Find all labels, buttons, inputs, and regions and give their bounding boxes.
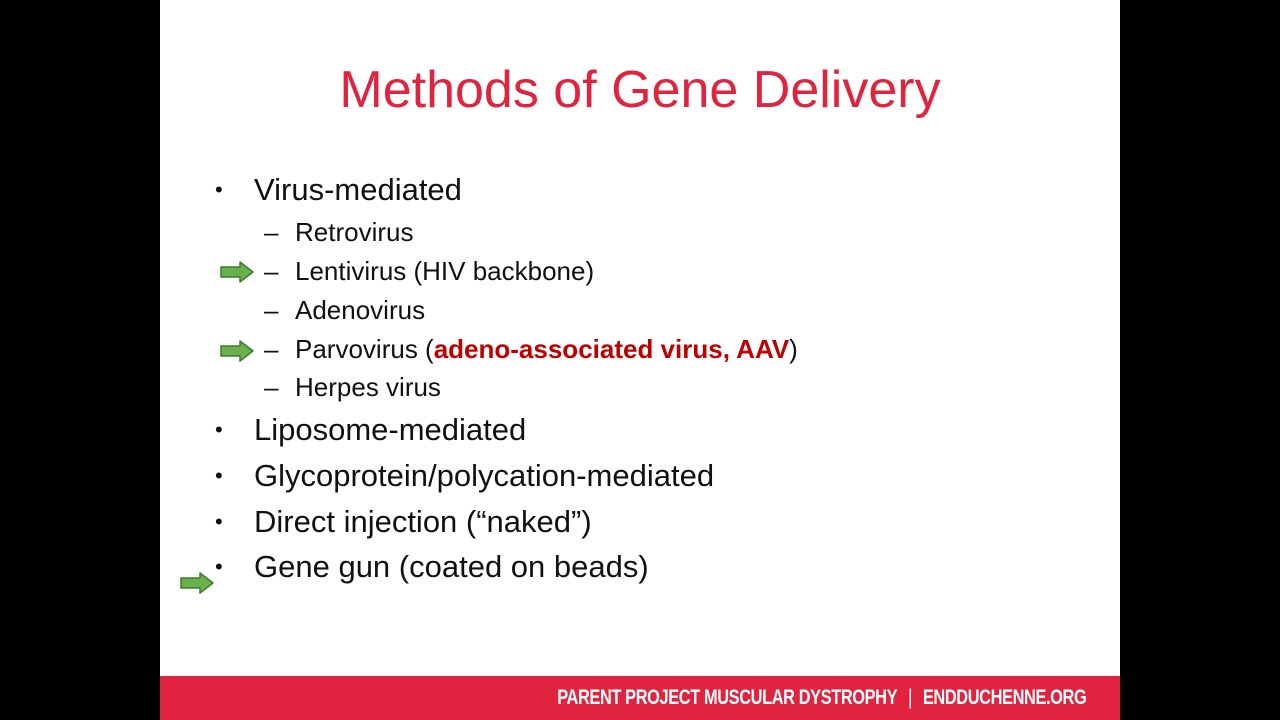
- bullet-label: Direct injection (“naked”): [254, 504, 592, 539]
- footer-text: [557, 676, 1086, 720]
- sub-item-label: Lentivirus (HIV backbone): [295, 256, 595, 286]
- bullet-item-direct-injection: [215, 502, 592, 542]
- dash-glyph: –: [264, 372, 279, 402]
- sub-item-label: Adenovirus: [295, 295, 426, 325]
- footer-bar: [160, 676, 1120, 720]
- slide-title: Methods of Gene Delivery: [339, 61, 941, 119]
- bullet-label: Gene gun (coated on beads): [254, 549, 649, 584]
- sub-item-retrovirus: [264, 215, 413, 249]
- dash-glyph: –: [264, 256, 279, 286]
- sub-item-adenovirus: [264, 293, 425, 327]
- bullet-item-virus-mediated: [215, 170, 462, 210]
- bullet-label: Virus-mediated: [254, 172, 462, 207]
- bullet-item-gene-gun: [215, 547, 649, 587]
- bullet-glyph: •: [215, 417, 223, 442]
- sub-item-label: Retrovirus: [295, 217, 414, 247]
- dash-glyph: –: [264, 217, 279, 247]
- footer-site: ENDDUCHENNE.ORG: [922, 686, 1086, 709]
- sub-item-label: Herpes virus: [295, 372, 441, 402]
- bullet-item-liposome-mediated: [215, 410, 526, 450]
- footer-separator: |: [907, 686, 912, 709]
- bullet-glyph: •: [215, 509, 223, 534]
- sub-item-lentivirus: [264, 254, 594, 288]
- sub-item-herpes-virus: [264, 370, 441, 404]
- sub-item-label: Parvovirus (: [295, 334, 434, 364]
- sub-item-suffix: ): [789, 334, 798, 364]
- right-arrow-icon: [180, 572, 214, 594]
- dash-glyph: –: [264, 334, 279, 364]
- slide: [160, 0, 1120, 720]
- bullet-glyph: •: [215, 177, 223, 202]
- bullet-label: Glycoprotein/polycation-mediated: [254, 458, 715, 493]
- bullet-label: Liposome-mediated: [254, 412, 527, 447]
- footer-org: PARENT PROJECT MUSCULAR DYSTROPHY: [556, 686, 897, 709]
- aav-highlight: adeno-associated virus, AAV: [433, 334, 790, 364]
- sub-item-parvovirus: [264, 332, 798, 366]
- dash-glyph: –: [264, 295, 279, 325]
- bullet-item-glycoprotein: [215, 456, 714, 496]
- bullet-glyph: •: [215, 463, 223, 488]
- right-arrow-icon: [220, 261, 254, 283]
- bullet-glyph: •: [215, 554, 223, 579]
- right-arrow-icon: [220, 340, 254, 362]
